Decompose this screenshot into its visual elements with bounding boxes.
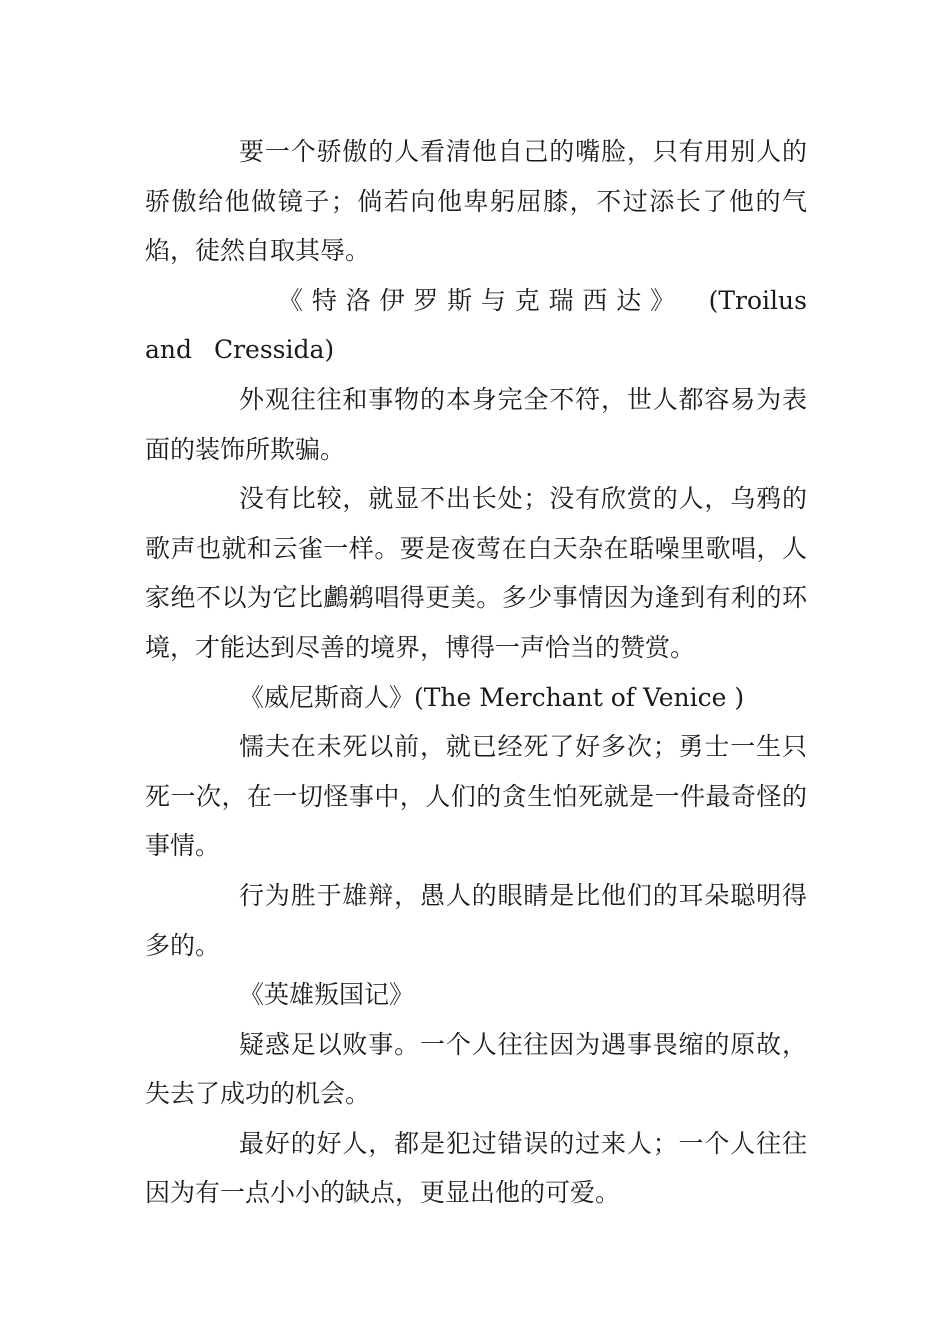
work-title-troilus <box>145 276 807 375</box>
quote-paragraph-5: 行为胜于雄辩，愚人的眼睛是比他们的耳朵聪明得多的。 <box>145 880 807 960</box>
quote-paragraph-4: 懦夫在未死以前，就已经死了好多次；勇士一生只死一次，在一切怪事中，人们的贪生怕死就是一件最奇怪的事情。 <box>145 732 807 861</box>
quote-paragraph-3: 没有比较，就显不出长处；没有欣赏的人，乌鸦的歌声也就和云雀一样。要是夜莺在白天杂在聒噪里歌唱，人家绝不以为它比鸕鹈唱得更美。多少事情因为逢到有利的环境，才能达到尽善的境界，博得一声恰当的赞赏。 <box>145 484 807 662</box>
quote-paragraph-6: 疑惑足以败事。一个人往往因为遇事畏缩的原故，失去了成功的机会。 <box>145 1029 807 1109</box>
work-title-troilus-cn: 《特洛伊罗斯与克瑞西达》 <box>278 285 684 315</box>
work-title-merchant: 《威尼斯商人》(The Merchant of Venice ) <box>239 682 745 712</box>
document-body <box>145 127 807 1218</box>
quote-paragraph-1: 要一个骄傲的人看清他自己的嘴脸，只有用别人的骄傲给他做镜子；倘若向他卑躬屈膝，不过添长了他的气焰，徒然自取其辱。 <box>145 137 807 266</box>
work-title-coriolanus: 《英雄叛国记》 <box>239 980 415 1010</box>
work-title-troilus-en: (Troilus and Cressida) <box>145 285 807 365</box>
quote-paragraph-7: 最好的好人，都是犯过错误的过来人；一个人往往因为有一点小小的缺点，更显出他的可爱。 <box>145 1128 807 1208</box>
quote-paragraph-2: 外观往往和事物的本身完全不符，世人都容易为表面的装饰所欺骗。 <box>145 384 807 464</box>
